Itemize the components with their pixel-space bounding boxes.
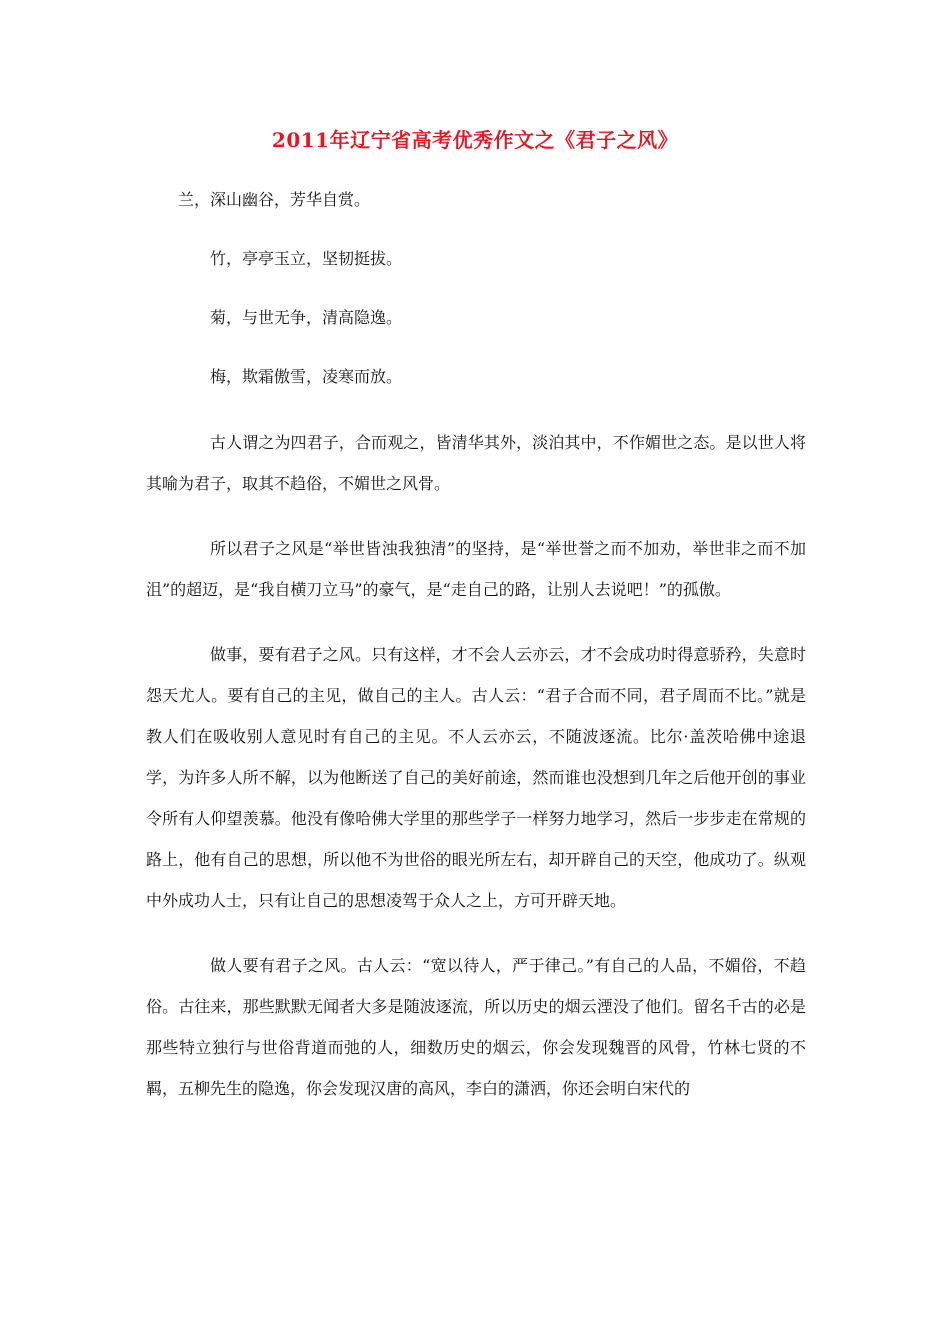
document-body	[146, 186, 806, 1133]
line-bamboo: 竹，亭亭玉立，坚韧挺拔。	[210, 249, 403, 268]
line-plum: 梅，欺霜傲雪，凌寒而放。	[210, 367, 403, 386]
document-title: 2011年辽宁省高考优秀作文之《君子之风》	[271, 128, 679, 152]
line-orchid: 兰，深山幽谷，芳华自赏。	[178, 190, 371, 209]
paragraph-gentleman-style: 所以君子之风是“举世皆浊我独清”的坚持，是“举世誉之而不加劝，举世非之而不加沮”的超迈，是“我自横刀立马”的豪气，是“走自己的路，让别人去说吧！”的孤傲。	[146, 539, 806, 599]
paragraph-being-person: 做人要有君子之风。古人云：“宽以待人，严于律己。”有自己的人品，不媚俗，不趋俗。古往来，那些默默无闻者大多是随波逐流，所以历史的烟云湮没了他们。留名千古的必是那些特立独行与世俗背道而弛的人，细数历史的烟云，你会发现魏晋的风骨，竹林七贤的不羁，五柳先生的隐逸，你会发现汉唐的高风，李白的潇洒，你还会明白宋代的	[146, 956, 806, 1098]
line-chrysanthemum: 菊，与世无争，清高隐逸。	[210, 308, 403, 327]
paragraph-four-gentlemen: 古人谓之为四君子，合而观之，皆清华其外，淡泊其中，不作媚世之态。是以世人将其喻为君子，取其不趋俗，不媚世之风骨。	[146, 433, 806, 493]
paragraph-doing-things: 做事，要有君子之风。只有这样，才不会人云亦云，才不会成功时得意骄矜，失意时怨天尤人。要有自己的主见，做自己的主人。古人云：“君子合而不同，君子周而不比。”就是教人们在吸收别人意见时有自己的主见。不人云亦云，不随波逐流。比尔·盖茨哈佛中途退学，为许多人所不解，以为他断送了自己的美好前途，然而谁也没想到几年之后他开创的事业令所有人仰望羡慕。他没有像哈佛大学里的那些学子一样努力地学习，然后一步步走在常规的路上，他有自己的思想，所以他不为世俗的眼光所左右，却开辟自己的天空，他成功了。纵观中外成功人士，只有让自己的思想凌驾于众人之上，方可开辟天地。	[146, 645, 806, 910]
